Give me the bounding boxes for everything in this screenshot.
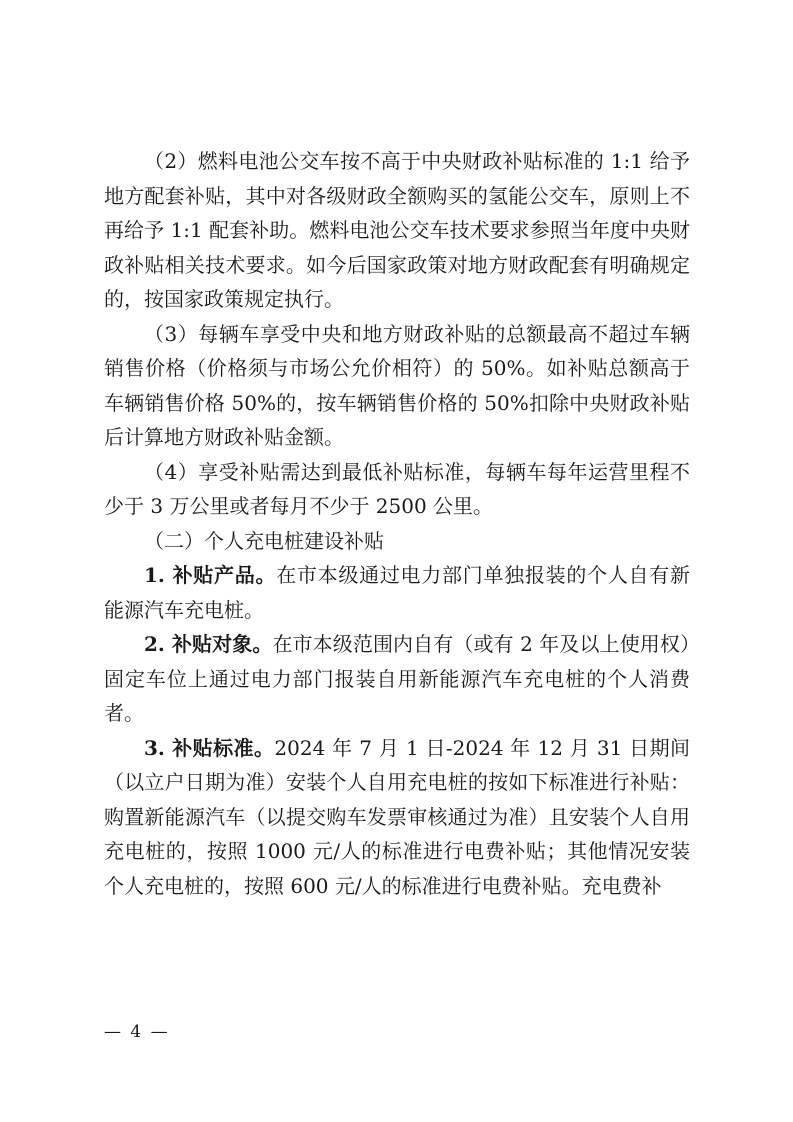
- paragraph-text: （3）每辆车享受中央和地方财政补贴的总额最高不超过车辆销售价格（价格须与市场公允价相符）的 50%。如补贴总额高于车辆销售价格 50%的，按车辆销售价格的 50%扣除中央财政补贴后计算地方财政补贴金额。: [104, 321, 690, 449]
- paragraph-text: 在市本级范围内自有（或有 2 年及以上使用权）固定车位上通过电力部门报装自用新能源汽车充电桩的个人消费者。: [104, 632, 690, 725]
- page-number: — 4 —: [104, 1022, 170, 1042]
- paragraph-text: 在市本级通过电力部门单独报装的个人自有新能源汽车充电桩。: [104, 563, 691, 622]
- paragraph-subsidy-target: [104, 627, 690, 731]
- paragraph-lead: 3. 补贴标准。: [144, 735, 275, 760]
- paragraph-subsidy-cap: [104, 317, 690, 455]
- paragraph-lead: 1. 补贴产品。: [144, 563, 277, 587]
- paragraph-lead: 2. 补贴对象。: [144, 632, 273, 656]
- paragraph-fuel-cell-bus-subsidy: [104, 144, 690, 317]
- section-heading-text: （二）个人充电桩建设补贴: [144, 528, 384, 553]
- paragraph-subsidy-product: [104, 558, 690, 627]
- document-body: [104, 144, 690, 903]
- paragraph-text: 2024 年 7 月 1 日-2024 年 12 月 31 日期间（以立户日期为准）安装个人自用充电桩的按如下标准进行补贴：购置新能源汽车（以提交购车发票审核通过为准）且安装个人自用充电桩的，按照 1000 元/人的标准进行电费补贴；其他情况安装个人充电桩的，按照 600 元/人的标准进行电费补贴。充电费补: [104, 735, 691, 898]
- paragraph-subsidy-standard: [104, 731, 690, 904]
- paragraph-mileage-requirement: [104, 455, 690, 524]
- section-heading-charging-pile: [104, 524, 690, 559]
- paragraph-text: （2）燃料电池公交车按不高于中央财政补贴标准的 1:1 给予地方配套补贴，其中对各级财政全额购买的氢能公交车，原则上不再给予 1:1 配套补助。燃料电池公交车技术要求参照当年度中央财政补贴相关技术要求。如今后国家政策对地方财政配套有明确规定的，按国家政策规定执行。: [104, 149, 690, 311]
- paragraph-text: （4）享受补贴需达到最低补贴标准，每辆车每年运营里程不少于 3 万公里或者每月不少于 2500 公里。: [104, 459, 690, 518]
